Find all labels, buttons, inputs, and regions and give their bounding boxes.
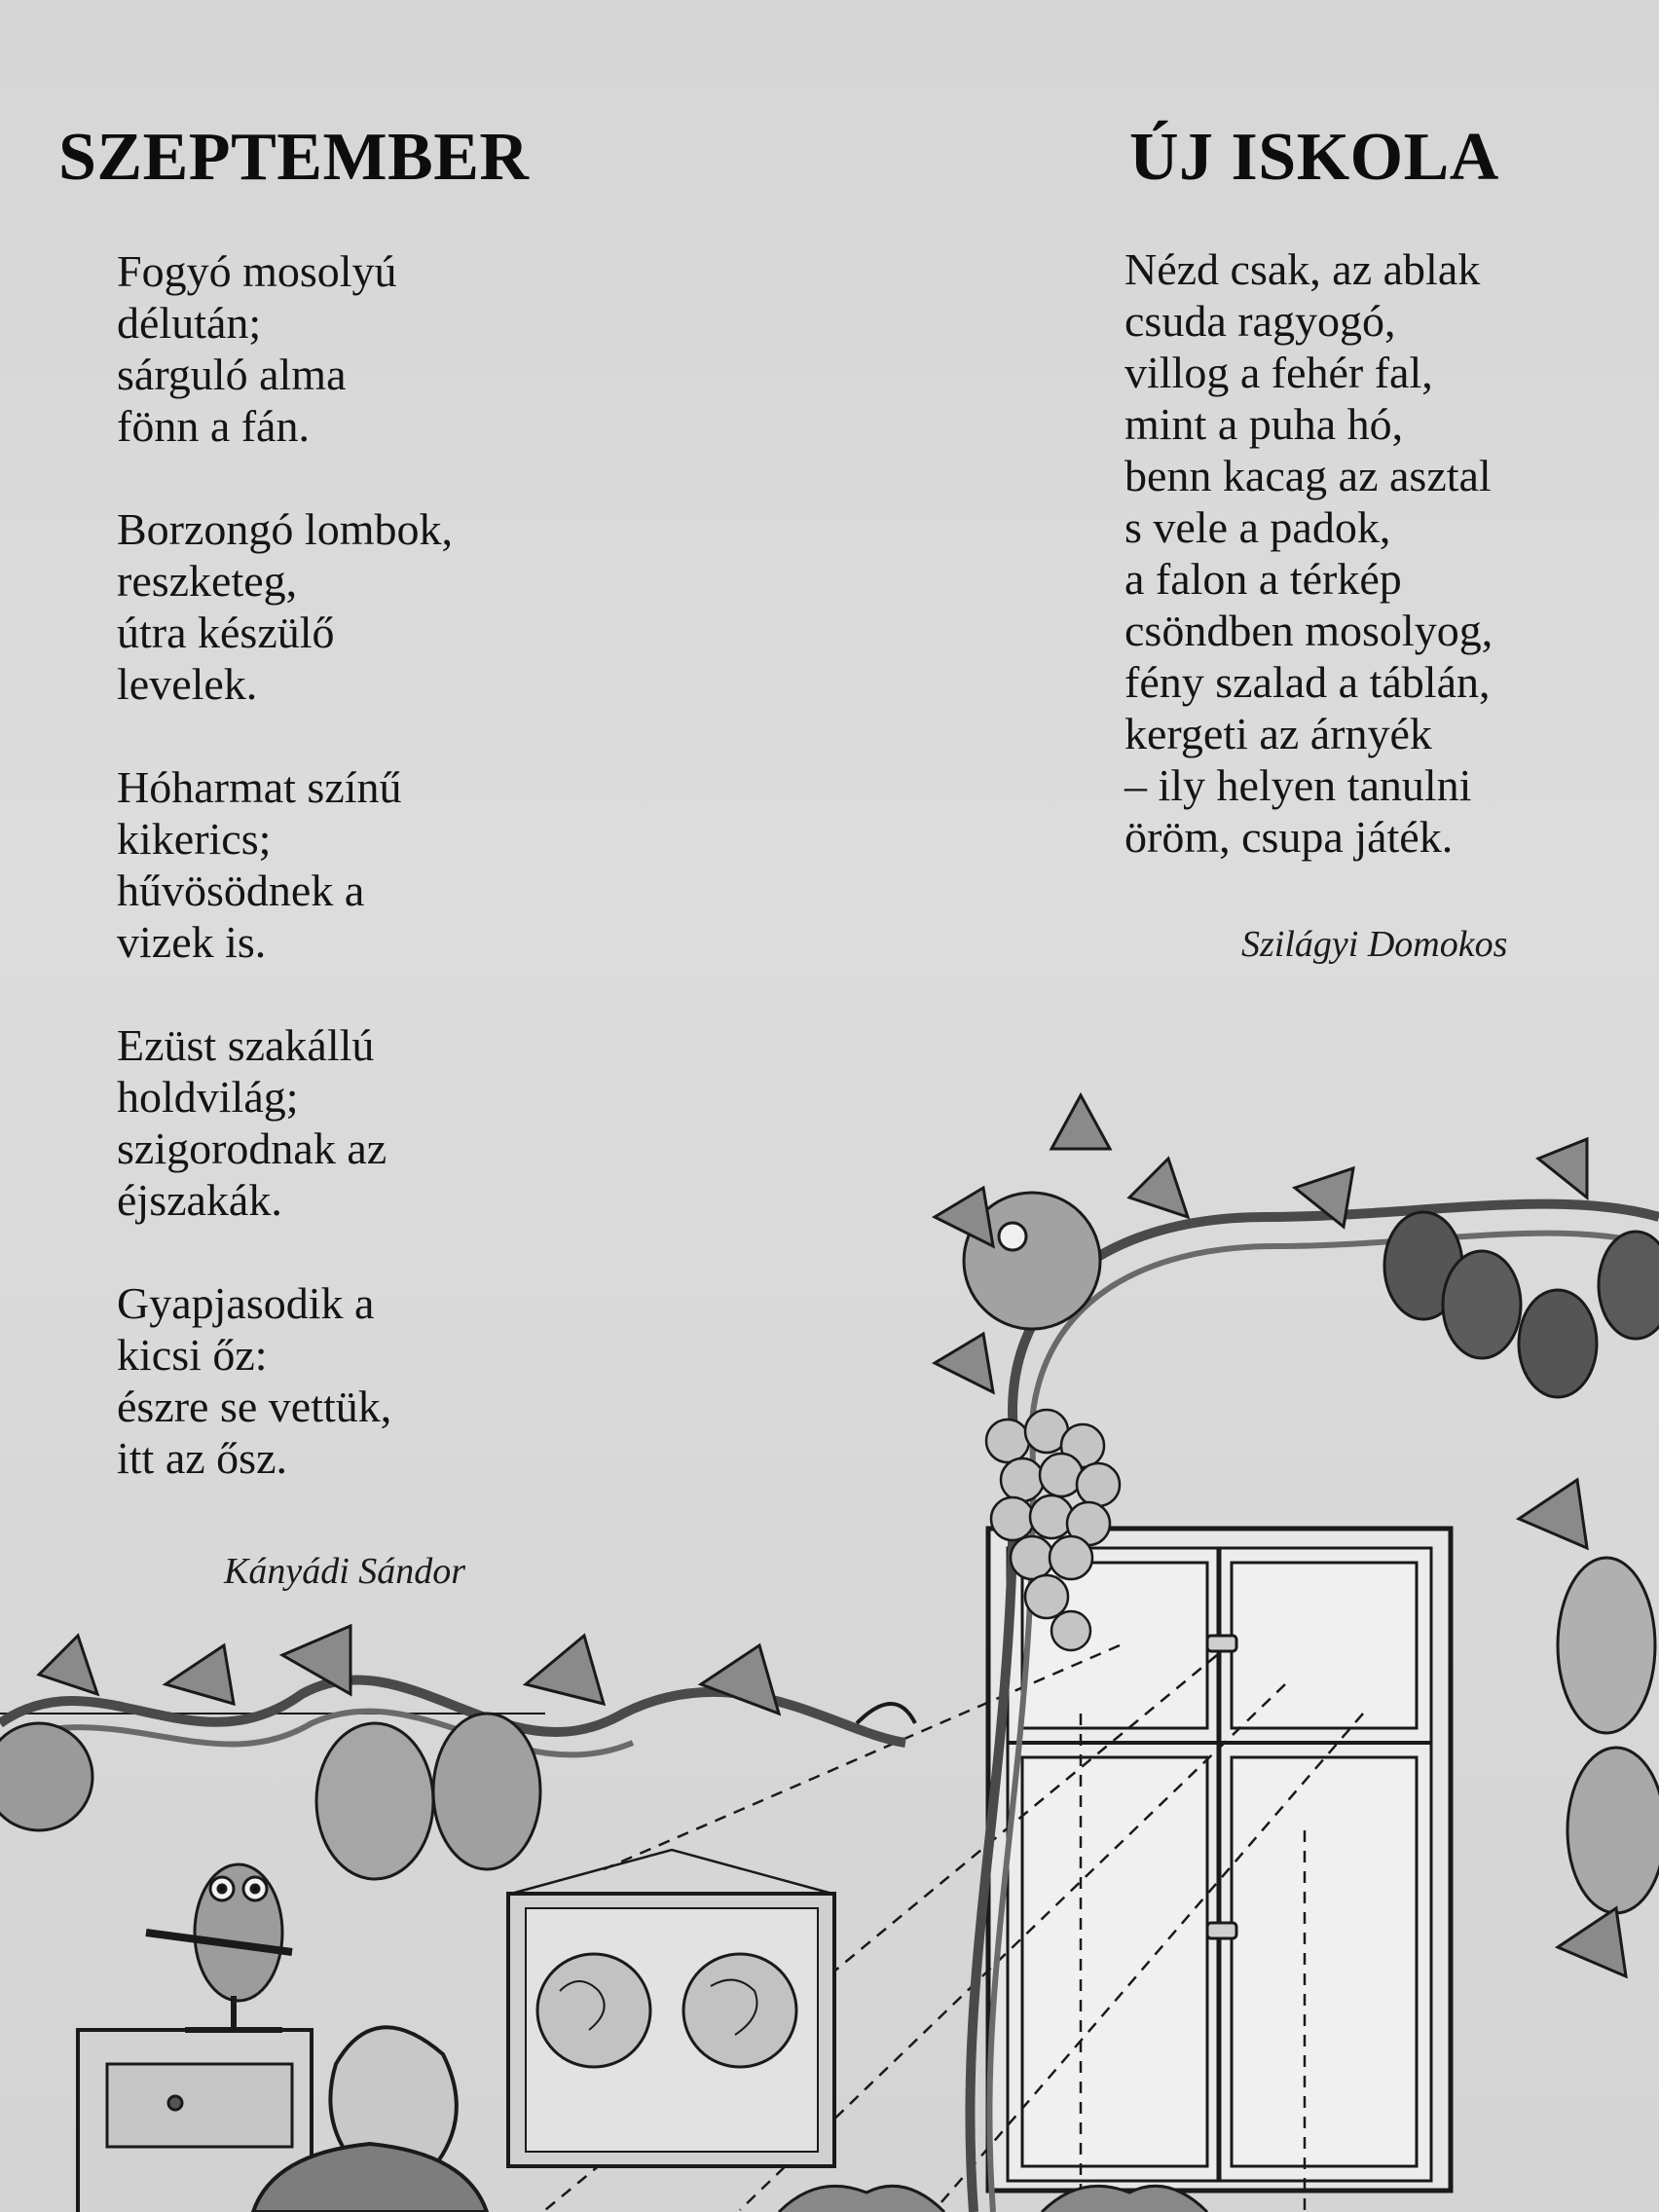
- poem-line: Borzongó lombok,: [117, 504, 453, 554]
- poem-line: benn kacag az asztal: [1124, 451, 1492, 500]
- poem-line: – ily helyen tanulni: [1124, 760, 1472, 810]
- left-poem-author: Kányádi Sándor: [224, 1551, 466, 1592]
- poem-line: s vele a padok,: [1124, 502, 1391, 552]
- poem-line: reszketeg,: [117, 556, 298, 606]
- poem-line: Fogyó mosolyú: [117, 246, 397, 296]
- poem-line: csuda ragyogó,: [1124, 296, 1396, 346]
- poem-line: villog a fehér fal,: [1124, 348, 1433, 397]
- poem-line: Gyapjasodik a: [117, 1278, 375, 1328]
- fruit-garland-icon: [0, 1626, 915, 1879]
- poem-line: éjszakák.: [117, 1175, 282, 1225]
- poem-line: mint a puha hó,: [1124, 399, 1404, 449]
- poem-line: levelek.: [117, 659, 258, 709]
- poem-line: itt az ősz.: [117, 1433, 287, 1483]
- poem-line: Hóharmat színű: [117, 762, 402, 812]
- owl-icon: [146, 1864, 292, 2030]
- poem-line: kikerics;: [117, 814, 272, 864]
- poem-line: Ezüst szakállú: [117, 1020, 375, 1070]
- left-poem-title: SZEPTEMBER: [58, 120, 530, 195]
- poem-line: vizek is.: [117, 917, 267, 967]
- right-poem-title: ÚJ ISKOLA: [1129, 120, 1499, 195]
- poem-line: hűvösödnek a: [117, 866, 365, 915]
- poem-line: Nézd csak, az ablak: [1124, 244, 1481, 294]
- poem-line: a falon a térkép: [1124, 554, 1402, 604]
- poem-line: holdvilág;: [117, 1072, 299, 1122]
- wall-map-icon: [508, 1850, 834, 2166]
- poem-line: fönn a fán.: [117, 401, 310, 451]
- poem-line: észre se vettük,: [117, 1382, 392, 1431]
- poem-line: útra készülő: [117, 608, 335, 657]
- poem-line: délután;: [117, 298, 262, 348]
- poem-line: szigorodnak az: [117, 1124, 387, 1173]
- poem-line: csöndben mosolyog,: [1124, 606, 1493, 655]
- poem-line: öröm, csupa játék.: [1124, 812, 1454, 862]
- poem-line: kergeti az árnyék: [1124, 709, 1432, 758]
- poem-line: kicsi őz:: [117, 1330, 268, 1380]
- poem-line: fény szalad a táblán,: [1124, 657, 1491, 707]
- right-poem-author: Szilágyi Domokos: [1241, 924, 1508, 965]
- poem-line: sárguló alma: [117, 350, 347, 399]
